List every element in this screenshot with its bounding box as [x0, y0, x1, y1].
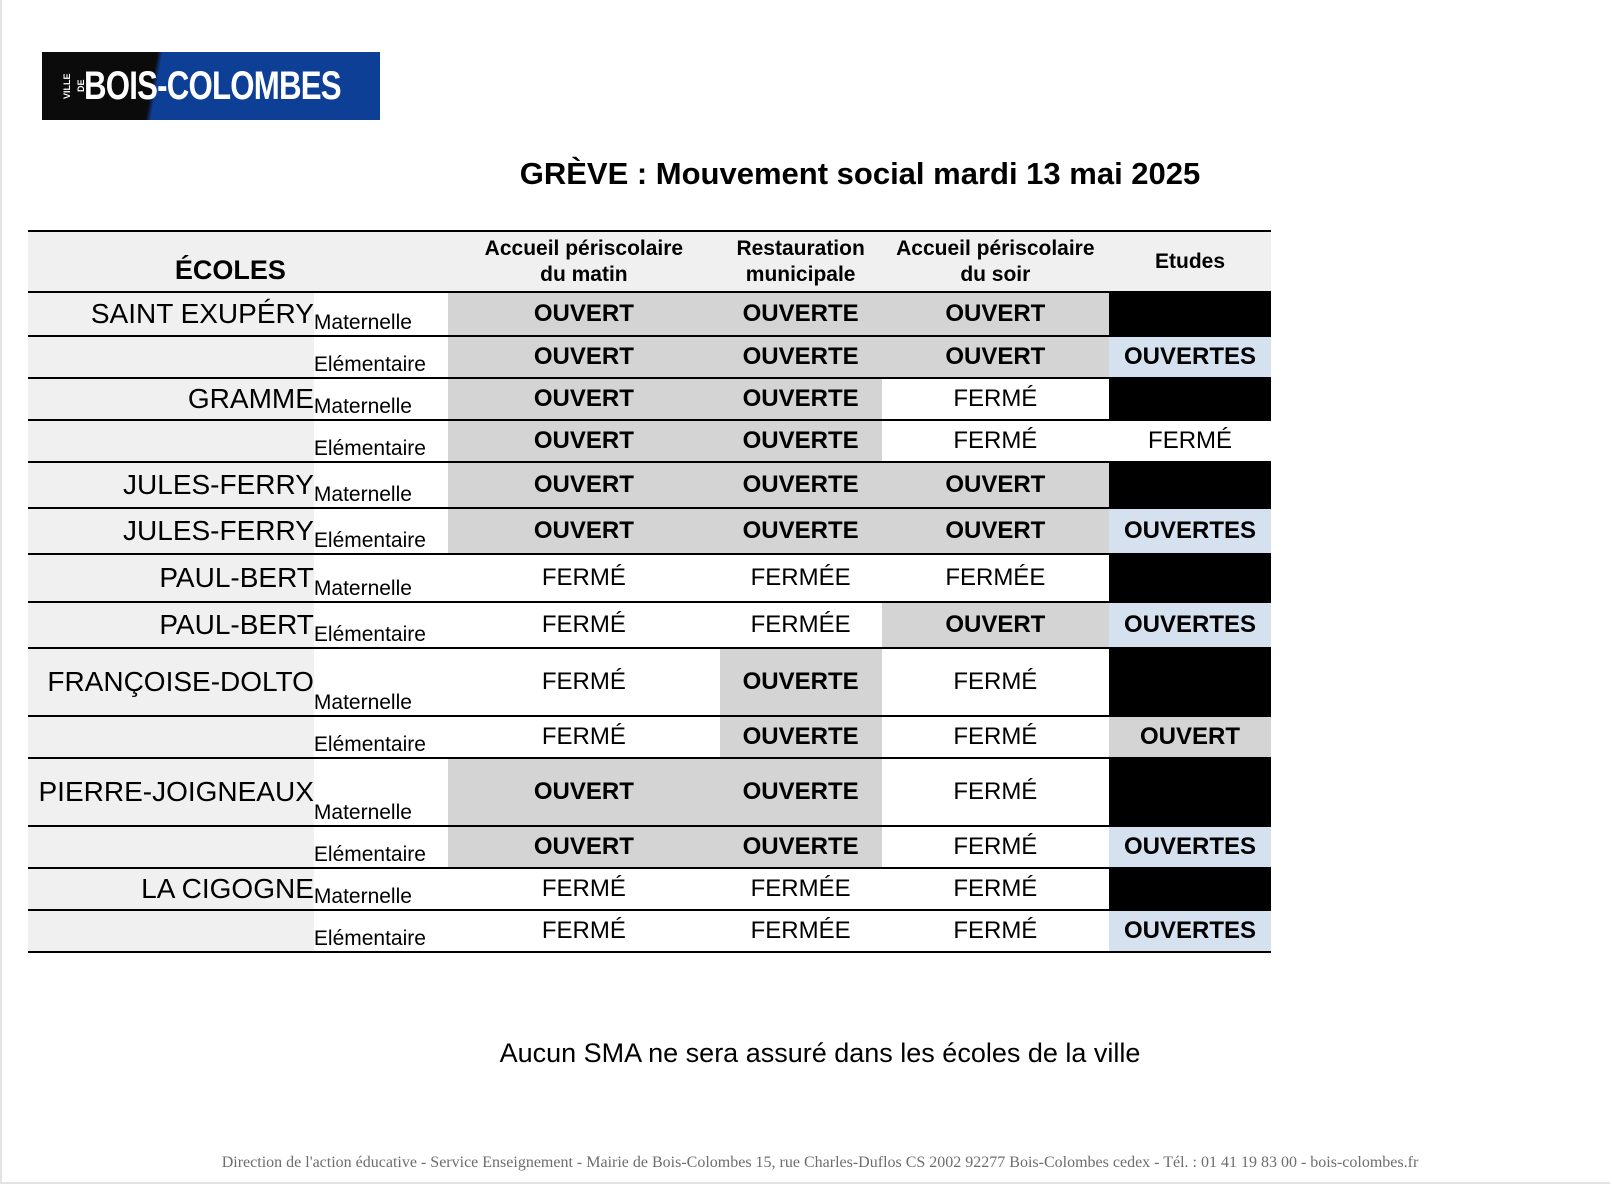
page-title: GRÈVE : Mouvement social mardi 13 mai 2025: [519, 156, 1201, 191]
morning-care-status: FERMÉ: [448, 868, 720, 910]
school-name: [28, 420, 314, 462]
school-level: Maternelle: [314, 378, 448, 420]
studies-status: [1109, 378, 1271, 420]
header-studies: Etudes: [1155, 249, 1226, 273]
evening-care-status: FERMÉ: [882, 826, 1109, 868]
school-name: JULES-FERRY: [28, 462, 314, 508]
catering-status: OUVERTE: [720, 648, 882, 716]
evening-care-status: OUVERT: [882, 508, 1109, 554]
evening-care-status: OUVERT: [882, 462, 1109, 508]
table-row: [28, 716, 1271, 758]
evening-care-status: FERMÉ: [882, 420, 1109, 462]
school-level: Elémentaire: [314, 716, 448, 758]
studies-status: OUVERTES: [1109, 910, 1271, 952]
table-row: [28, 868, 1271, 910]
studies-status: OUVERTES: [1109, 336, 1271, 378]
school-name: PAUL-BERT: [28, 602, 314, 648]
catering-status: OUVERTE: [720, 462, 882, 508]
strike-status-table: [28, 230, 1271, 953]
header-evening-care-line1: Accueil périscolaire: [896, 236, 1095, 260]
school-level: Elémentaire: [314, 420, 448, 462]
school-level: Maternelle: [314, 292, 448, 336]
school-level: Elémentaire: [314, 826, 448, 868]
studies-status: [1109, 868, 1271, 910]
table-row: [28, 336, 1271, 378]
table-body: [28, 292, 1271, 952]
notice-text: Aucun SMA ne sera assuré dans les écoles de la ville: [499, 1038, 1141, 1068]
evening-care-status: FERMÉE: [882, 554, 1109, 602]
studies-status: [1109, 292, 1271, 336]
evening-care-status: OUVERT: [882, 602, 1109, 648]
header-catering: [720, 231, 882, 292]
morning-care-status: FERMÉ: [448, 648, 720, 716]
studies-status: OUVERT: [1109, 716, 1271, 758]
school-name: [28, 716, 314, 758]
catering-status: OUVERTE: [720, 758, 882, 826]
school-level: Elémentaire: [314, 910, 448, 952]
studies-status: [1109, 554, 1271, 602]
school-level: Maternelle: [314, 868, 448, 910]
table-row: [28, 378, 1271, 420]
catering-status: FERMÉE: [720, 602, 882, 648]
morning-care-status: OUVERT: [448, 758, 720, 826]
header-catering-line1: Restauration: [736, 236, 865, 260]
school-name: FRANÇOISE-DOLTO: [28, 648, 314, 716]
catering-status: OUVERTE: [720, 420, 882, 462]
table-row: [28, 462, 1271, 508]
school-level: Elémentaire: [314, 602, 448, 648]
header-schools: ÉCOLES: [174, 255, 286, 285]
morning-care-status: FERMÉ: [448, 602, 720, 648]
school-name: SAINT EXUPÉRY: [28, 292, 314, 336]
header-morning-care: [448, 231, 720, 292]
footer-text: Direction de l'action éducative - Service Enseignement - Mairie de Bois-Colombes 15, rue Charles-Duflos CS 2002 92277 Bois-Colombes cedex - Tél. : 01 41 19 83 00 - bois-colombes.fr: [221, 1154, 1419, 1171]
evening-care-status: FERMÉ: [882, 868, 1109, 910]
bois-colombes-logo: [42, 52, 380, 120]
school-level: Maternelle: [314, 462, 448, 508]
studies-status: OUVERTES: [1109, 826, 1271, 868]
morning-care-status: FERMÉ: [448, 910, 720, 952]
studies-status: [1109, 758, 1271, 826]
school-level: Maternelle: [314, 758, 448, 826]
table-row: [28, 826, 1271, 868]
logo-prefix: VILLE DE: [62, 73, 86, 99]
catering-status: FERMÉE: [720, 554, 882, 602]
school-level: Elémentaire: [314, 336, 448, 378]
school-level: Elémentaire: [314, 508, 448, 554]
school-level: Maternelle: [314, 554, 448, 602]
school-name: PAUL-BERT: [28, 554, 314, 602]
school-name: PIERRE-JOIGNEAUX: [28, 758, 314, 826]
morning-care-status: OUVERT: [448, 508, 720, 554]
table-header-row: [28, 231, 1271, 292]
logo-name: BOIS-COLOMBES: [84, 64, 341, 108]
studies-status: FERMÉ: [1109, 420, 1271, 462]
studies-status: OUVERTES: [1109, 508, 1271, 554]
catering-status: OUVERTE: [720, 336, 882, 378]
evening-care-status: FERMÉ: [882, 648, 1109, 716]
header-evening-care-line2: du soir: [960, 262, 1031, 286]
evening-care-status: FERMÉ: [882, 758, 1109, 826]
school-name: LA CIGOGNE: [28, 868, 314, 910]
table-row: [28, 420, 1271, 462]
morning-care-status: OUVERT: [448, 420, 720, 462]
morning-care-status: OUVERT: [448, 292, 720, 336]
table-row: [28, 758, 1271, 826]
school-level: Maternelle: [314, 648, 448, 716]
table-row: [28, 292, 1271, 336]
catering-status: FERMÉE: [720, 910, 882, 952]
header-morning-care-line2: du matin: [540, 262, 628, 286]
school-name: [28, 336, 314, 378]
school-name: [28, 910, 314, 952]
morning-care-status: FERMÉ: [448, 716, 720, 758]
table-row: [28, 554, 1271, 602]
evening-care-status: OUVERT: [882, 292, 1109, 336]
studies-status: [1109, 648, 1271, 716]
header-level: [314, 231, 448, 292]
morning-care-status: OUVERT: [448, 826, 720, 868]
morning-care-status: OUVERT: [448, 462, 720, 508]
morning-care-status: OUVERT: [448, 336, 720, 378]
table-row: [28, 910, 1271, 952]
school-name: [28, 826, 314, 868]
evening-care-status: FERMÉ: [882, 378, 1109, 420]
table-row: [28, 648, 1271, 716]
table-row: [28, 602, 1271, 648]
school-name: JULES-FERRY: [28, 508, 314, 554]
evening-care-status: OUVERT: [882, 336, 1109, 378]
studies-status: OUVERTES: [1109, 602, 1271, 648]
morning-care-status: OUVERT: [448, 378, 720, 420]
catering-status: OUVERTE: [720, 508, 882, 554]
school-name: GRAMME: [28, 378, 314, 420]
morning-care-status: FERMÉ: [448, 554, 720, 602]
header-catering-line2: municipale: [745, 262, 856, 286]
table-row: [28, 508, 1271, 554]
catering-status: OUVERTE: [720, 716, 882, 758]
catering-status: OUVERTE: [720, 826, 882, 868]
evening-care-status: FERMÉ: [882, 716, 1109, 758]
header-morning-care-line1: Accueil périscolaire: [484, 236, 684, 260]
catering-status: OUVERTE: [720, 292, 882, 336]
catering-status: FERMÉE: [720, 868, 882, 910]
studies-status: [1109, 462, 1271, 508]
evening-care-status: FERMÉ: [882, 910, 1109, 952]
catering-status: OUVERTE: [720, 378, 882, 420]
header-evening-care: [882, 231, 1109, 292]
